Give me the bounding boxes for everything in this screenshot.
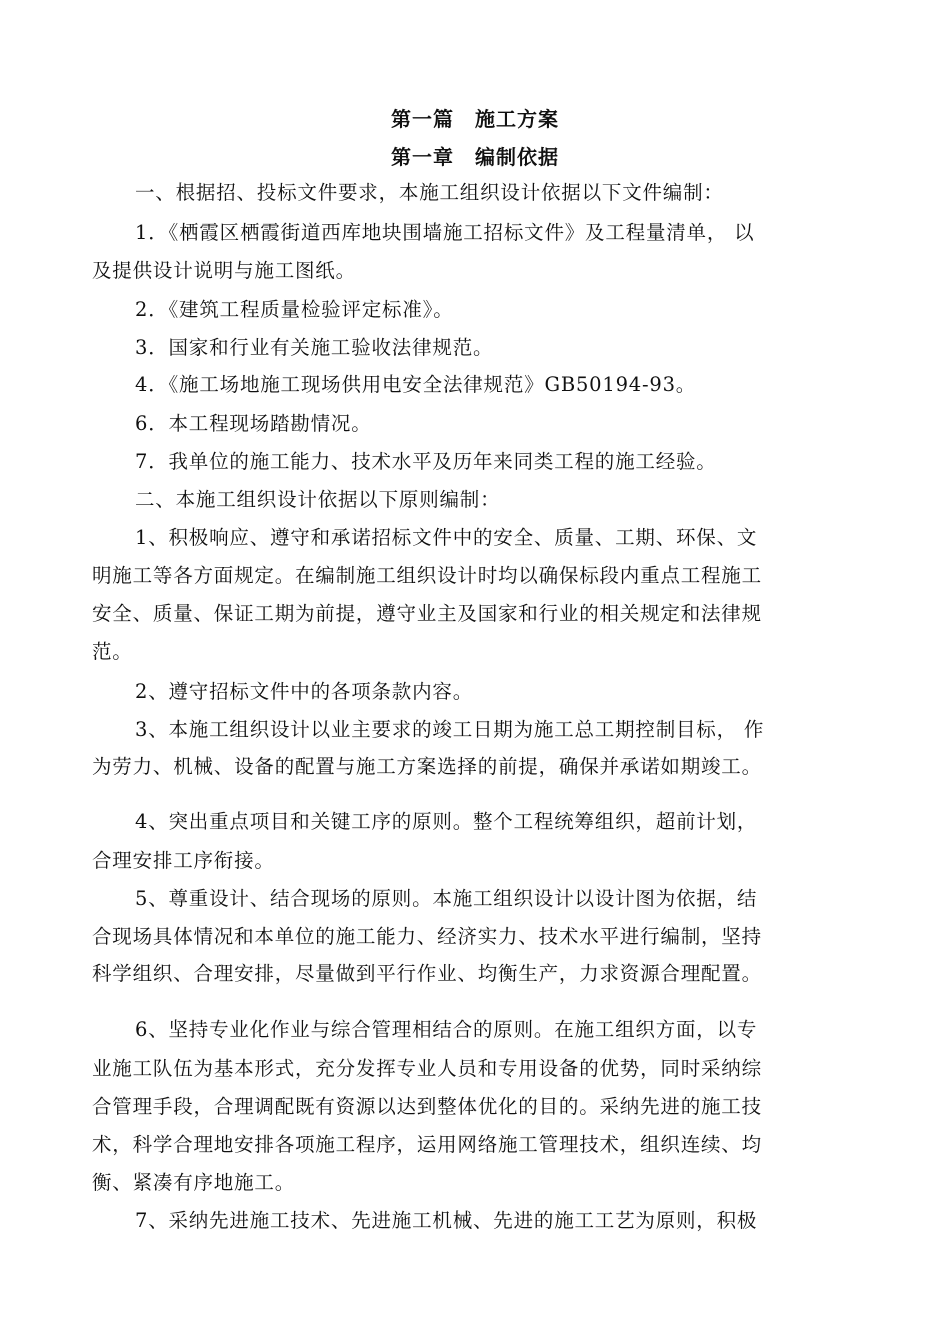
paragraph-line: 合理安排工序衔接。 xyxy=(92,849,275,872)
paragraph-line: 6．本工程现场踏勘情况。 xyxy=(135,412,372,435)
paragraph-line: 6、坚持专业化作业与综合管理相结合的原则。在施工组织方面，以专 xyxy=(135,1018,758,1041)
paragraph-line: 二、本施工组织设计依据以下原则编制： xyxy=(135,488,501,511)
paragraph-line: 明施工等各方面规定。在编制施工组织设计时均以确保标段内重点工程施工 xyxy=(92,564,762,587)
part-title: 第一篇 施工方案 xyxy=(391,107,559,131)
paragraph-line: 安全、质量、保证工期为前提，遵守业主及国家和行业的相关规定和法律规 xyxy=(92,602,762,625)
paragraph-line: 1、积极响应、遵守和承诺招标文件中的安全、质量、工期、环保、文 xyxy=(135,526,758,549)
paragraph-line: 及提供设计说明与施工图纸。 xyxy=(92,259,356,282)
paragraph-line: 5、尊重设计、结合现场的原则。本施工组织设计以设计图为依据，结 xyxy=(135,887,758,910)
paragraph-line: 合管理手段，合理调配既有资源以达到整体优化的目的。采纳先进的施工技 xyxy=(92,1095,762,1118)
paragraph-line: 1．《栖霞区栖霞街道西库地块围墙施工招标文件》及工程量清单， 以 xyxy=(135,221,755,244)
paragraph-line: 衡、紧凑有序地施工。 xyxy=(92,1171,296,1194)
paragraph-line: 业施工队伍为基本形式，充分发挥专业人员和专用设备的优势，同时采纳综 xyxy=(92,1057,762,1080)
paragraph-line: 合现场具体情况和本单位的施工能力、经济实力、技术水平进行编制，坚持 xyxy=(92,925,762,948)
paragraph-line: 7、采纳先进施工技术、先进施工机械、先进的施工工艺为原则，积极 xyxy=(135,1209,758,1232)
paragraph-line: 一、根据招、投标文件要求，本施工组织设计依据以下文件编制： xyxy=(135,181,724,204)
paragraph-line: 4、突出重点项目和关键工序的原则。整个工程统筹组织，超前计划， xyxy=(135,810,758,833)
paragraph-line: 范。 xyxy=(92,640,133,663)
paragraph-line: 术，科学合理地安排各项施工程序，运用网络施工管理技术，组织连续、均 xyxy=(92,1133,762,1156)
paragraph-line: 科学组织、合理安排，尽量做到平行作业、均衡生产，力求资源合理配置。 xyxy=(92,962,762,985)
paragraph-line: 为劳力、机械、设备的配置与施工方案选择的前提，确保并承诺如期竣工。 xyxy=(92,755,762,778)
paragraph-line: 7．我单位的施工能力、技术水平及历年来同类工程的施工经验。 xyxy=(135,450,717,473)
paragraph-line: 3．国家和行业有关施工验收法律规范。 xyxy=(135,336,494,359)
paragraph-line: 4．《施工场地施工现场供用电安全法律规范》GB50194-93。 xyxy=(135,373,697,396)
paragraph-line: 2、遵守招标文件中的各项条款内容。 xyxy=(135,680,474,703)
paragraph-line: 3、本施工组织设计以业主要求的竣工日期为施工总工期控制目标， 作 xyxy=(135,718,765,741)
paragraph-line: 2．《建筑工程质量检验评定标准》。 xyxy=(135,298,454,321)
chapter-title: 第一章 编制依据 xyxy=(391,145,559,169)
